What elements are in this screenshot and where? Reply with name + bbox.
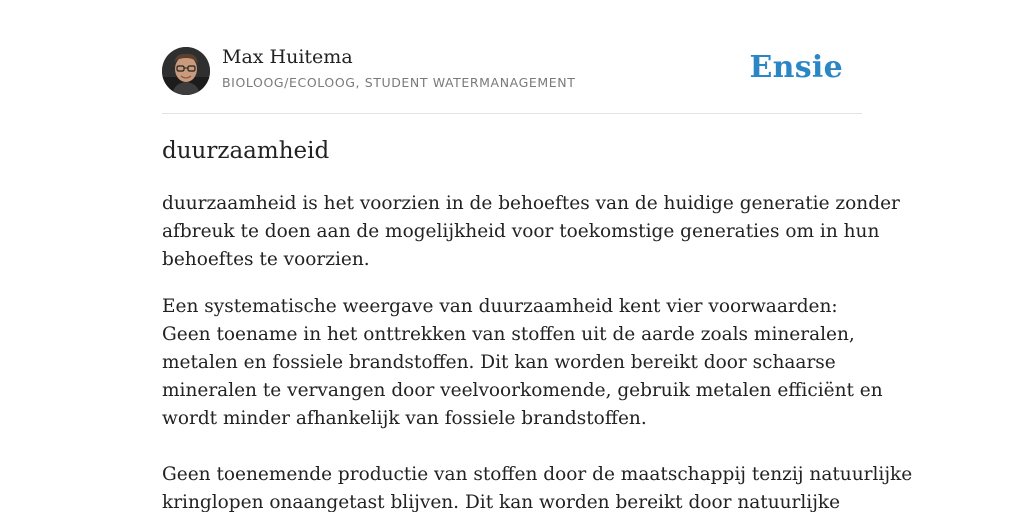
author-name[interactable]: Max Huitema [222,46,353,68]
brand-logo[interactable]: Ensie [749,50,843,85]
text-line: duurzaamheid is het voorzien in de behoeftes van de huidige generatie zonder [162,193,900,214]
text-line: Geen toename in het onttrekken van stoffen uit de aarde zoals mineralen, [162,324,855,345]
paragraph-conditions [162,293,913,512]
text-line: Een systematische weergave van duurzaamheid kent vier voorwaarden: [162,296,838,317]
author-avatar[interactable] [162,47,210,95]
avatar-image [162,47,210,95]
article-title: duurzaamheid [162,138,330,164]
text-line: mineralen te vervangen door veelvoorkomende, gebruik metalen efficiënt en [162,380,883,401]
line-break [162,433,862,461]
article-body [162,190,913,512]
text-line: afbreuk te doen aan de mogelijkheid voor toekomstige generaties om in hun [162,221,880,242]
header-divider [162,113,862,114]
text-line: behoeftes te voorzien. [162,249,370,270]
author-role: BIOLOOG/ECOLOOG, STUDENT WATERMANAGEMENT [222,75,576,90]
text-line: Geen toenemende productie van stoffen door de maatschappij tenzij natuurlijke [162,464,913,485]
article-header [162,46,862,96]
text-line: metalen en fossiele brandstoffen. Dit kan worden bereikt door schaarse [162,352,836,373]
text-line: kringlopen onaangetast blijven. Dit kan worden bereikt door natuurlijke [162,492,841,512]
text-line: wordt minder afhankelijk van fossiele brandstoffen. [162,408,647,429]
paragraph-definition [162,190,900,274]
